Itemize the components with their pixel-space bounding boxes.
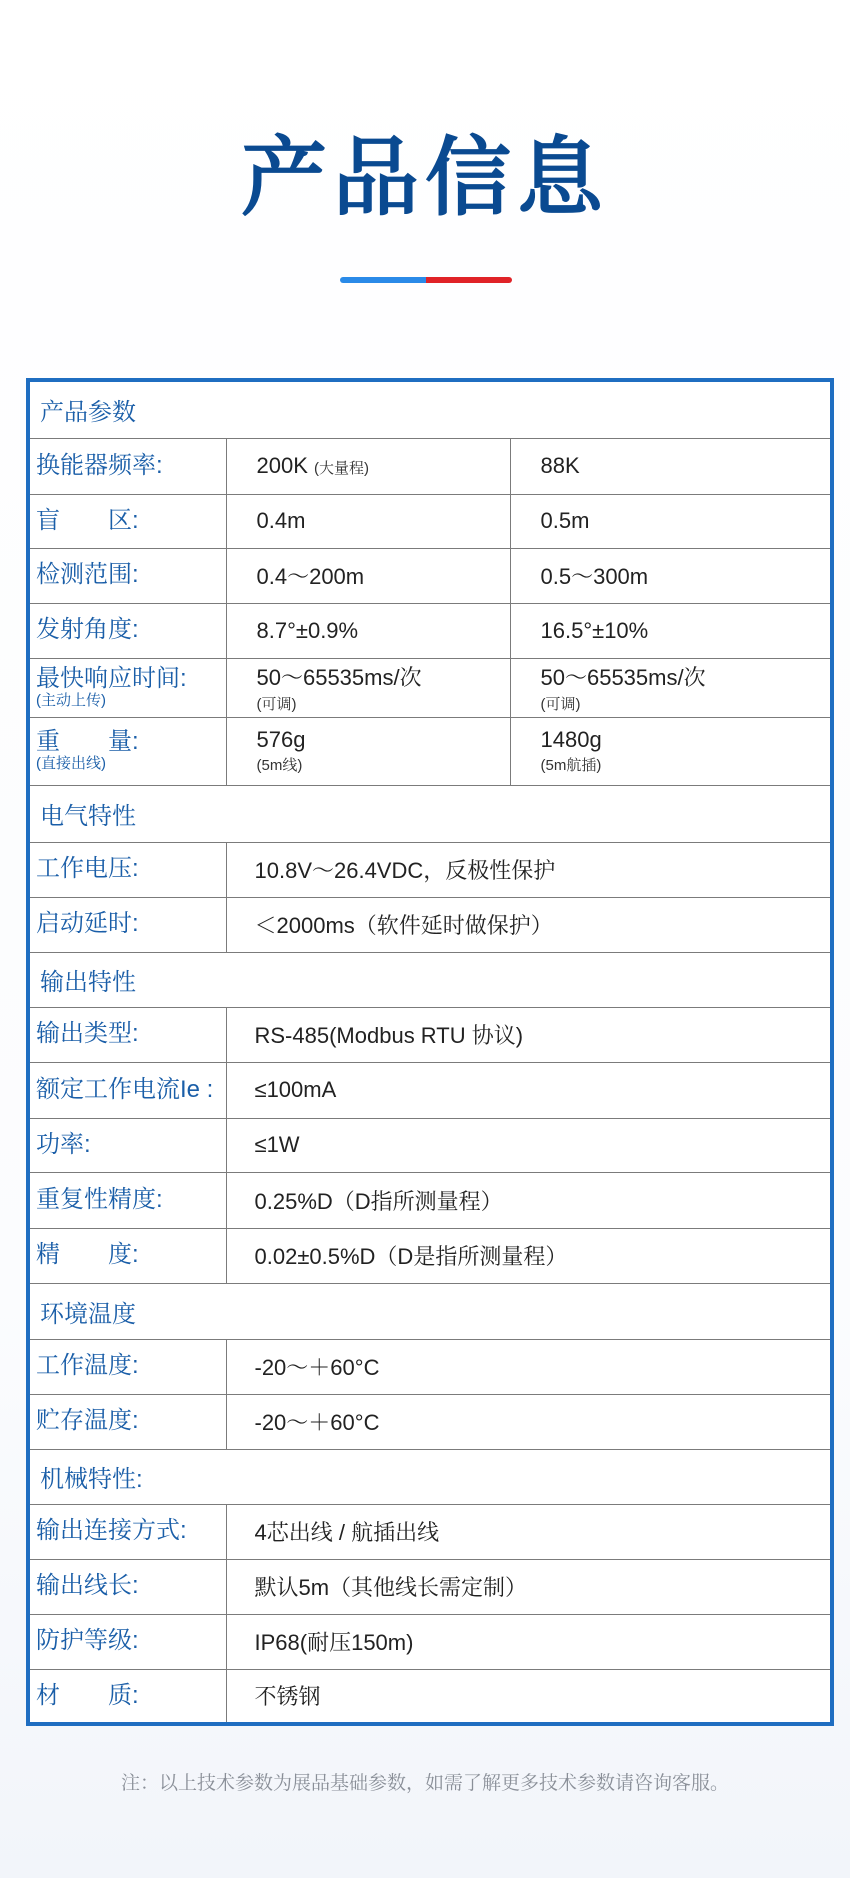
section-row-mechanical bbox=[28, 1449, 832, 1504]
value-sub: (5m线) bbox=[256, 757, 303, 774]
section-row-electrical bbox=[28, 785, 832, 842]
table-row bbox=[28, 1394, 832, 1449]
row-value: ≤100mA bbox=[226, 1062, 832, 1118]
row-label: 盲 区: bbox=[28, 494, 226, 548]
row-label: 换能器频率: bbox=[28, 438, 226, 494]
row-value: 8.7°±0.9% bbox=[226, 603, 510, 658]
row-value bbox=[226, 717, 510, 785]
row-label: 材 质: bbox=[28, 1669, 226, 1724]
table-row bbox=[28, 897, 832, 952]
row-value: 10.8V～26.4VDC，反极性保护 bbox=[226, 842, 832, 897]
row-value: 0.25%D（D指所测量程） bbox=[226, 1172, 832, 1228]
row-value: 默认5m（其他线长需定制） bbox=[226, 1559, 832, 1614]
row-label: 检测范围: bbox=[28, 548, 226, 603]
section-title: 环境温度 bbox=[28, 1283, 832, 1339]
row-value bbox=[226, 658, 510, 717]
divider-blue-segment bbox=[340, 277, 426, 283]
row-label bbox=[28, 717, 226, 785]
row-label: 防护等级: bbox=[28, 1614, 226, 1669]
table-row bbox=[28, 1062, 832, 1118]
label-sub: (直接出线) bbox=[36, 755, 106, 773]
row-label bbox=[28, 658, 226, 717]
row-value: ＜2000ms（软件延时做保护） bbox=[226, 897, 832, 952]
table-row bbox=[28, 1118, 832, 1172]
table-row bbox=[28, 1228, 832, 1283]
value-text: 1480g bbox=[540, 727, 602, 752]
row-label: 功率: bbox=[28, 1118, 226, 1172]
row-value: 88K bbox=[510, 438, 832, 494]
value-text: 50～65535ms/次 bbox=[256, 665, 422, 690]
table-row bbox=[28, 1559, 832, 1614]
row-label: 贮存温度: bbox=[28, 1394, 226, 1449]
divider-red-segment bbox=[426, 277, 512, 283]
value-sub: (可调) bbox=[256, 696, 297, 713]
row-value: 4芯出线 / 航插出线 bbox=[226, 1504, 832, 1559]
row-value: 0.4m bbox=[226, 494, 510, 548]
table-row bbox=[28, 548, 832, 603]
row-value: 不锈钢 bbox=[226, 1669, 832, 1724]
row-value: RS-485(Modbus RTU 协议) bbox=[226, 1007, 832, 1062]
row-label: 发射角度: bbox=[28, 603, 226, 658]
row-value: 0.02±0.5%D（D是指所测量程） bbox=[226, 1228, 832, 1283]
row-value: ≤1W bbox=[226, 1118, 832, 1172]
label-text: 重 量: bbox=[36, 728, 139, 756]
label-text: 最快响应时间: bbox=[36, 664, 187, 692]
spec-table bbox=[26, 378, 834, 1726]
row-value: 0.5～300m bbox=[510, 548, 832, 603]
section-row-output bbox=[28, 952, 832, 1007]
title-divider bbox=[340, 277, 512, 283]
table-row bbox=[28, 438, 832, 494]
row-label: 重复性精度: bbox=[28, 1172, 226, 1228]
value-text: 576g bbox=[256, 727, 306, 752]
section-title: 产品参数 bbox=[28, 380, 832, 438]
row-value bbox=[510, 658, 832, 717]
row-label: 工作温度: bbox=[28, 1339, 226, 1394]
table-row bbox=[28, 658, 832, 717]
table-row bbox=[28, 1172, 832, 1228]
row-label: 输出类型: bbox=[28, 1007, 226, 1062]
table-row bbox=[28, 1339, 832, 1394]
value-sub: (5m航插) bbox=[540, 757, 602, 774]
row-value: 0.5m bbox=[510, 494, 832, 548]
table-row bbox=[28, 1504, 832, 1559]
page-title: 产品信息 bbox=[241, 128, 609, 228]
table-row bbox=[28, 1007, 832, 1062]
label-sub: (主动上传) bbox=[36, 691, 106, 709]
table-row bbox=[28, 603, 832, 658]
section-title: 机械特性: bbox=[28, 1449, 832, 1504]
section-row-environment bbox=[28, 1283, 832, 1339]
row-value: IP68(耐压150m) bbox=[226, 1614, 832, 1669]
value-text: 50～65535ms/次 bbox=[540, 665, 706, 690]
row-label: 精 度: bbox=[28, 1228, 226, 1283]
section-title: 电气特性 bbox=[28, 785, 832, 842]
footnote: 注：以上技术参数为展品基础参数，如需了解更多技术参数请咨询客服。 bbox=[120, 1773, 729, 1794]
row-label: 输出线长: bbox=[28, 1559, 226, 1614]
row-label: 额定工作电流Ie : bbox=[28, 1062, 226, 1118]
row-value bbox=[510, 717, 832, 785]
row-value: -20～＋60°C bbox=[226, 1339, 832, 1394]
value-note: (大量程) bbox=[314, 460, 370, 477]
table-row bbox=[28, 717, 832, 785]
row-value: -20～＋60°C bbox=[226, 1394, 832, 1449]
row-value bbox=[226, 438, 510, 494]
section-row-product-params bbox=[28, 380, 832, 438]
value-sub: (可调) bbox=[540, 696, 581, 713]
table-row bbox=[28, 1614, 832, 1669]
row-value: 16.5°±10% bbox=[510, 603, 832, 658]
table-row bbox=[28, 494, 832, 548]
row-value: 0.4～200m bbox=[226, 548, 510, 603]
value-text: 200K bbox=[256, 453, 308, 478]
row-label: 工作电压: bbox=[28, 842, 226, 897]
table-row bbox=[28, 1669, 832, 1724]
row-label: 输出连接方式: bbox=[28, 1504, 226, 1559]
table-row bbox=[28, 842, 832, 897]
section-title: 输出特性 bbox=[28, 952, 832, 1007]
row-label: 启动延时: bbox=[28, 897, 226, 952]
